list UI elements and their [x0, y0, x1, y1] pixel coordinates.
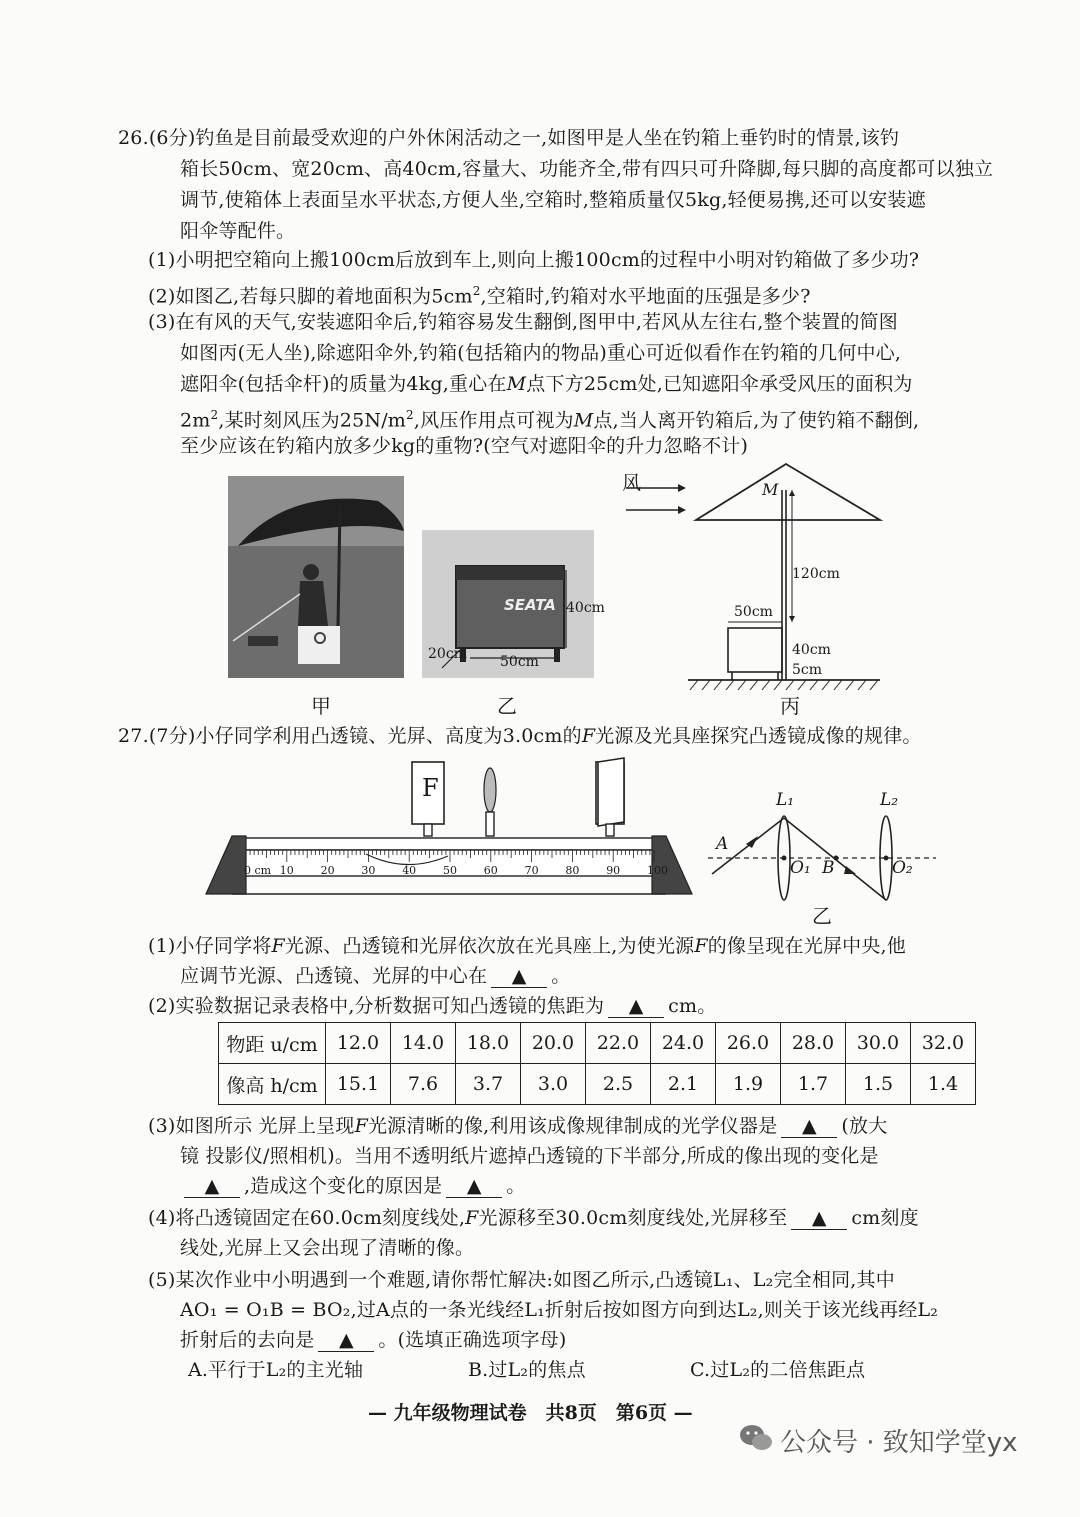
q27-sub-3-line-3	[180, 1172, 525, 1200]
q26-sub-2	[148, 277, 811, 310]
caption-yi: 乙	[497, 694, 517, 718]
q27-s3l3-a: ,造成这个变化的原因是	[244, 1175, 443, 1197]
tackle-box-photo	[422, 530, 605, 678]
q27-sub-3-line-1	[148, 1112, 887, 1140]
table-cell: 1.4	[911, 1064, 976, 1105]
answer-blank-7[interactable]: ▲	[318, 1329, 374, 1352]
lens-ray-diagram	[706, 790, 938, 902]
q26-s3l3-b: 点下方25cm处,已知遮阳伞承受风压的面积为	[526, 373, 913, 395]
bench-tick-label: 90	[606, 864, 621, 877]
bench-tick-label: 100	[647, 864, 668, 877]
table-cell: 22.0	[586, 1023, 651, 1064]
dim-40cm: 40cm	[792, 642, 831, 658]
answer-blank-4[interactable]: ▲	[184, 1175, 240, 1198]
wechat-icon	[738, 1422, 774, 1454]
answer-blank-5[interactable]: ▲	[446, 1175, 502, 1198]
bench-tick-label: 40	[402, 864, 417, 877]
table-cell: 3.7	[456, 1064, 521, 1105]
optical-bench-diagram	[206, 756, 692, 902]
caption-bing: 丙	[780, 694, 800, 718]
q26-s3l3-M: M	[506, 373, 527, 395]
q27-s3l1-a: (3)如图所示 光屏上呈现	[148, 1115, 355, 1137]
table-cell: 7.6	[391, 1064, 456, 1105]
q26-s3l4-c: ,风压作用点可视为	[413, 409, 574, 432]
box-length-label: 50cm	[500, 654, 539, 670]
point-O1-label: O₁	[790, 858, 811, 878]
answer-blank-6[interactable]: ▲	[791, 1207, 847, 1230]
table-cell: 12.0	[326, 1023, 391, 1064]
dim-50cm: 50cm	[734, 604, 773, 620]
q26-line-2: 箱长50cm、宽20cm、高40cm,容量大、功能齐全,带有四只可升降脚,每只脚的高度都可以独立	[180, 158, 994, 180]
table-cell: 28.0	[781, 1023, 846, 1064]
q26-line-3: 调节,使箱体上表面呈水平状态,方便人坐,空箱时,整箱质量仅5kg,轻便易携,还可以安装遮	[180, 189, 926, 211]
q27-sub-4-line-2: 线处,光屏上又会出现了清晰的像。	[180, 1237, 475, 1259]
q26-s3l3-a: 遮阳伞(包括伞杆)的质量为4kg,重心在	[180, 373, 507, 395]
q27-s3l1-c: (放大	[841, 1115, 888, 1137]
q27-intro	[118, 722, 922, 750]
q26-s3l4-M: M	[573, 409, 594, 432]
q27-intro-a: 27.(7分)小仔同学利用凸透镜、光屏、高度为3.0cm的	[118, 725, 582, 747]
table-cell: 18.0	[456, 1023, 521, 1064]
fishing-photo-illustration	[228, 476, 404, 678]
q27-s3-F: F	[354, 1115, 368, 1137]
table-label-u: 物距 u/cm	[219, 1023, 326, 1064]
bench-tick-label: 10	[279, 864, 294, 877]
lens-L2-label: L₂	[880, 790, 899, 810]
wind-label: 风	[622, 472, 642, 494]
q26-sub-3-line-1: (3)在有风的天气,安装遮阳伞后,钓箱容易发生翻倒,图甲中,若风从左往右,整个装置的简图	[148, 311, 898, 333]
box-width-label: 20cm	[428, 646, 467, 662]
bench-tick-label: 80	[565, 864, 580, 877]
box-height-label: 40cm	[566, 600, 605, 616]
caption-lens-yi: 乙	[812, 904, 832, 928]
q27-s4-b: 光源移至30.0cm刻度线处,光屏移至	[478, 1207, 788, 1229]
q27-s3l3-b: 。	[506, 1175, 526, 1197]
q27-s1-c: 的像呈现在光屏中央,他	[707, 935, 906, 957]
table-row-u	[219, 1023, 976, 1064]
table-cell: 1.7	[781, 1064, 846, 1105]
table-cell: 32.0	[911, 1023, 976, 1064]
q27-s1-a: (1)小仔同学将	[148, 935, 272, 957]
point-B-label: B	[822, 858, 835, 878]
q27-s2-b: cm。	[668, 995, 717, 1017]
caption-jia: 甲	[311, 694, 331, 718]
bench-tick-label: 60	[483, 864, 498, 877]
q27-sub-1-line-2	[180, 962, 570, 990]
box-brand-logo: SEATA	[504, 596, 556, 614]
table-row-h	[219, 1064, 976, 1105]
point-A-label: A	[716, 834, 729, 854]
q27-sub-4-line-1	[148, 1204, 919, 1232]
q26-sub-2-sup: 2	[472, 284, 481, 298]
q27-s5l3-b: 。(选填正确选项字母)	[378, 1329, 567, 1351]
answer-blank-3[interactable]: ▲	[781, 1115, 837, 1138]
point-M-label: M	[762, 480, 779, 499]
table-cell: 26.0	[716, 1023, 781, 1064]
option-b[interactable]: B.过L₂的焦点	[468, 1359, 586, 1381]
table-cell: 30.0	[846, 1023, 911, 1064]
q27-s1l2-a: 应调节光源、凸透镜、光屏的中心在	[180, 965, 488, 987]
q26-s3l4-b: ,某时刻风压为25N/m	[218, 409, 407, 432]
table-cell: 20.0	[521, 1023, 586, 1064]
q26-s3l4-sup2: 2	[406, 408, 414, 422]
data-table	[218, 1022, 976, 1105]
watermark-text: 公众号 · 致知学堂yx	[780, 1428, 1018, 1458]
q27-s4-c: cm刻度	[851, 1207, 919, 1229]
q27-sub-5-line-3	[180, 1326, 566, 1354]
q27-s4-a: (4)将凸透镜固定在60.0cm刻度线处,	[148, 1207, 466, 1229]
table-cell: 1.5	[846, 1064, 911, 1105]
point-O2-label: O₂	[892, 858, 913, 878]
q27-s2-a: (2)实验数据记录表格中,分析数据可知凸透镜的焦距为	[148, 995, 605, 1017]
q26-sub-3-line-2: 如图丙(无人坐),除遮阳伞外,钓箱(包括箱内的物品)重心可近似看作在钓箱的几何中心,	[180, 342, 902, 364]
q26-s3l4-a: 2m	[180, 409, 211, 432]
table-label-h: 像高 h/cm	[219, 1064, 326, 1105]
table-cell: 24.0	[651, 1023, 716, 1064]
q27-sub-3-line-2: 镜 投影仪/照相机)。当用不透明纸片遮掉凸透镜的下半部分,所成的像出现的变化是	[180, 1145, 879, 1167]
q27-s1l2-b: 。	[551, 965, 571, 987]
table-cell: 15.1	[326, 1064, 391, 1105]
q26-sub-2-a: (2)如图乙,若每只脚的着地面积为5cm	[148, 285, 473, 308]
q26-sub-1: (1)小明把空箱向上搬100cm后放到车上,则向上搬100cm的过程中小明对钓箱做了多少功?	[148, 249, 920, 271]
q27-sub-2	[148, 992, 716, 1020]
q26-sub-3-line-5: 至少应该在钓箱内放多少kg的重物?(空气对遮阳伞的升力忽略不计)	[180, 435, 749, 457]
table-cell: 2.5	[586, 1064, 651, 1105]
q27-sub-5-line-2: AO₁ = O₁B = BO₂,过A点的一条光线经L₁折射后按如图方向到达L₂,则关于该光线再经L₂	[180, 1299, 939, 1321]
bench-tick-label: 20	[320, 864, 335, 877]
q26-line-1: 26.(6分)钓鱼是目前最受欢迎的户外休闲活动之一,如图甲是人坐在钓箱上垂钓时的情景,该钓	[118, 127, 900, 149]
q27-s4-F: F	[465, 1207, 479, 1229]
q26-sub-3-line-3	[180, 370, 913, 398]
option-c[interactable]: C.过L₂的二倍焦距点	[690, 1359, 866, 1381]
table-cell: 14.0	[391, 1023, 456, 1064]
bench-tick-label: 50	[443, 864, 457, 877]
q27-s3l1-b: 光源清晰的像,利用该成像规律制成的光学仪器是	[367, 1115, 778, 1137]
q27-intro-F: F	[581, 725, 596, 747]
q26-sub-3-line-4	[180, 401, 919, 434]
answer-blank-2[interactable]: ▲	[608, 995, 664, 1018]
q27-sub-1-line-1	[148, 932, 906, 960]
table-cell: 3.0	[521, 1064, 586, 1105]
light-source-F-label: F	[422, 774, 439, 802]
dim-5cm: 5cm	[792, 662, 823, 678]
lens-L1-label: L₁	[776, 790, 795, 810]
bench-tick-label: 0 cm	[244, 864, 272, 877]
table-cell: 2.1	[651, 1064, 716, 1105]
q27-sub-5-line-1: (5)某次作业中小明遇到一个难题,请你帮忙解决:如图乙所示,凸透镜L₁、L₂完全相同,其中	[148, 1269, 895, 1291]
q27-s1-b: 光源、凸透镜和光屏依次放在光具座上,为使光源	[284, 935, 695, 957]
fishing-photo	[228, 476, 404, 678]
q27-intro-b: 光源及光具座探究凸透镜成像的规律。	[595, 725, 922, 747]
page-footer: — 九年级物理试卷 共8页 第6页 —	[368, 1402, 693, 1424]
q26-sub-2-b: ,空箱时,钓箱对水平地面的压强是多少?	[480, 285, 811, 308]
bench-tick-label: 30	[361, 864, 376, 877]
q27-s1-F2: F	[694, 935, 708, 957]
table-cell: 1.9	[716, 1064, 781, 1105]
answer-blank-1[interactable]: ▲	[491, 965, 547, 988]
q26-s3l4-sup1: 2	[210, 408, 219, 422]
dim-120cm: 120cm	[792, 566, 840, 582]
q26-line-4: 阳伞等配件。	[180, 220, 296, 242]
bench-tick-label: 70	[524, 864, 539, 877]
q27-s5l3-a: 折射后的去向是	[180, 1329, 315, 1351]
q26-s3l4-d: 点,当人离开钓箱后,为了使钓箱不翻倒,	[593, 409, 920, 432]
option-a[interactable]: A.平行于L₂的主光轴	[188, 1359, 364, 1381]
q27-s1-F: F	[271, 935, 285, 957]
